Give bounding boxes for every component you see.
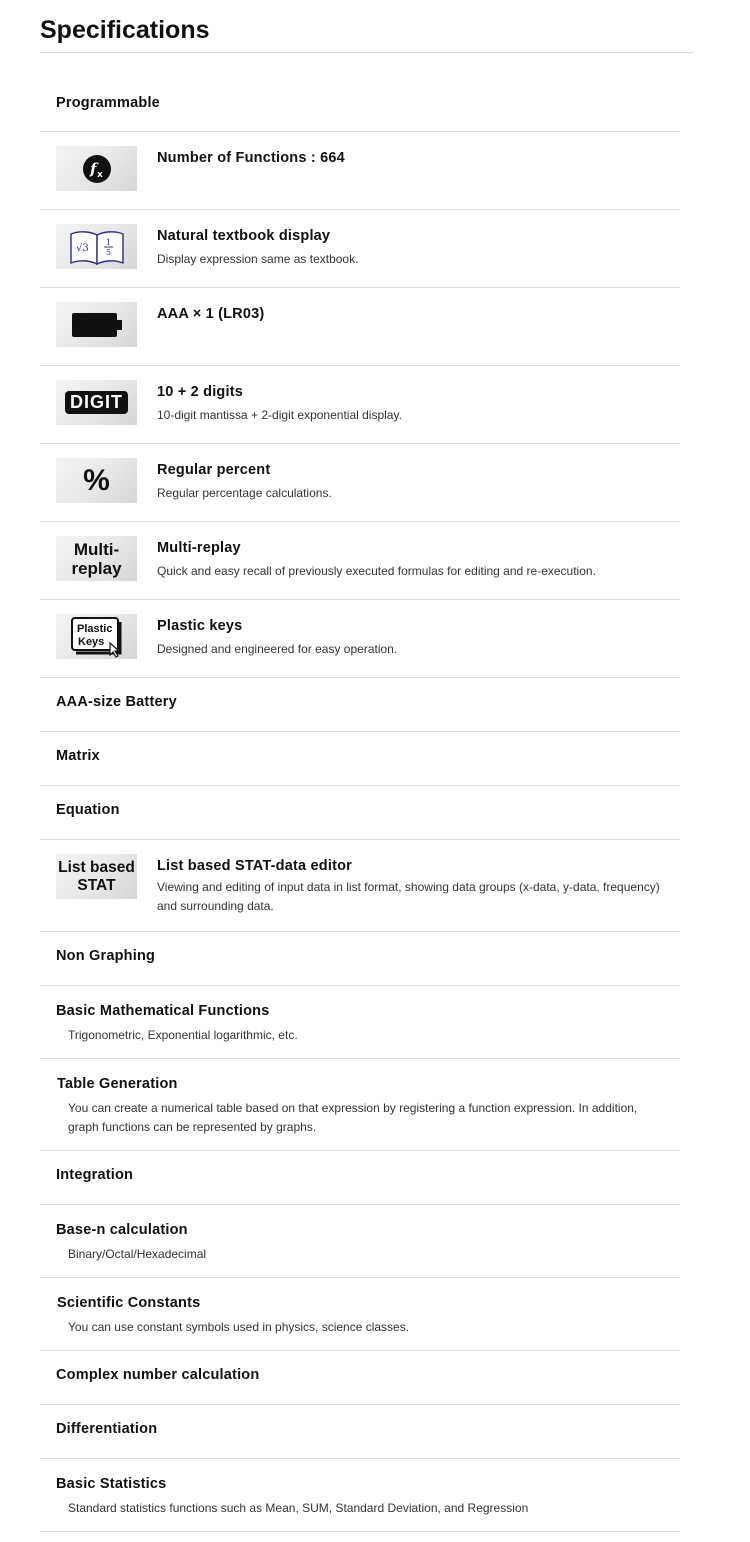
spec-description: Binary/Octal/Hexadecimal [68, 1247, 207, 1261]
spec-row-percent [40, 444, 680, 522]
svg-text:5: 5 [105, 247, 111, 257]
spec-title: Scientific Constants [57, 1295, 201, 1311]
spec-row-stat-editor [40, 840, 680, 932]
spec-row-digits [40, 366, 680, 444]
spec-title: Natural textbook display [157, 228, 331, 244]
digit-icon-label: DIGIT [65, 391, 128, 414]
icon-line-2: replay [71, 558, 122, 578]
spec-description: 10-digit mantissa + 2-digit exponential display. [157, 408, 402, 422]
spec-row-battery [40, 288, 680, 366]
svg-text:√3: √3 [75, 242, 89, 254]
spec-title: Basic Statistics [56, 1476, 167, 1492]
spec-title: Equation [56, 802, 120, 818]
icon-line-1: List based [58, 858, 135, 876]
icon-line-1: Plastic [76, 622, 112, 635]
spec-row-basic-statistics [40, 1459, 680, 1532]
spec-row-basic-math [40, 986, 680, 1059]
spec-row-non-graphing [40, 932, 680, 986]
spec-title: Integration [56, 1167, 134, 1183]
digit-icon [56, 380, 137, 425]
function-fx-icon [56, 146, 137, 191]
spec-title: Table Generation [57, 1076, 178, 1092]
spec-title: AAA × 1 (LR03) [157, 306, 265, 322]
spec-row-aaa-battery [40, 678, 680, 732]
spec-title: AAA-size Battery [56, 694, 177, 710]
battery-icon [56, 302, 137, 347]
svg-text:1: 1 [105, 237, 111, 247]
spec-title: Regular percent [157, 462, 271, 478]
spec-row-functions [40, 132, 680, 210]
spec-row-integration [40, 1151, 680, 1205]
spec-description: Designed and engineered for easy operation. [157, 642, 398, 656]
spec-row-differentiation [40, 1405, 680, 1459]
percent-icon [56, 458, 137, 503]
spec-title: Matrix [56, 748, 100, 764]
spec-title: Plastic keys [157, 618, 243, 634]
spec-list [40, 53, 680, 1532]
spec-description: Regular percentage calculations. [157, 486, 332, 500]
spec-row-complex [40, 1351, 680, 1405]
plastic-keys-icon [56, 614, 137, 659]
spec-title: List based STAT-data editor [157, 858, 352, 874]
spec-description: Trigonometric, Exponential logarithmic, etc. [68, 1028, 298, 1042]
percent-icon-label: % [83, 463, 110, 497]
spec-row-programmable [40, 53, 680, 132]
icon-line-1: Multi- [73, 539, 120, 559]
spec-title: Basic Mathematical Functions [56, 1003, 270, 1019]
multi-replay-icon [56, 536, 137, 581]
svg-text:f: f [89, 159, 96, 178]
svg-text:x: x [96, 169, 103, 180]
spec-description: Viewing and editing of input data in list format, showing data groups (x-data, y-data, frequency) and surrounding data. [157, 880, 660, 913]
spec-row-base-n [40, 1205, 680, 1278]
spec-title: Differentiation [56, 1421, 158, 1437]
textbook-icon [56, 224, 137, 269]
icon-line-2: Keys [77, 635, 104, 648]
spec-row-equation [40, 786, 680, 840]
spec-title: Number of Functions : 664 [157, 150, 345, 166]
list-stat-icon [56, 854, 137, 899]
icon-line-2: STAT [77, 876, 116, 894]
spec-row-table-generation [40, 1059, 680, 1151]
spec-row-matrix [40, 732, 680, 786]
spec-row-plastic-keys [40, 600, 680, 678]
spec-title: Programmable [56, 95, 160, 111]
spec-title: Multi-replay [157, 540, 241, 556]
spec-description: You can create a numerical table based on that expression by registering a function expression. In addition, graph functions can be represented by graphs. [68, 1101, 638, 1134]
spec-description: Standard statistics functions such as Mean, SUM, Standard Deviation, and Regression [68, 1501, 529, 1515]
spec-title: Base-n calculation [56, 1222, 188, 1238]
page-title: Specifications [40, 16, 210, 44]
spec-title: 10 + 2 digits [157, 384, 244, 400]
spec-row-scientific-constants [40, 1278, 680, 1351]
spec-description: Quick and easy recall of previously executed formulas for editing and re-execution. [157, 564, 596, 578]
spec-description: Display expression same as textbook. [157, 252, 359, 266]
spec-row-multi-replay [40, 522, 680, 600]
spec-title: Complex number calculation [56, 1367, 260, 1383]
spec-title: Non Graphing [56, 948, 156, 964]
spec-description: You can use constant symbols used in physics, science classes. [68, 1320, 410, 1334]
spec-row-natural-display [40, 210, 680, 288]
